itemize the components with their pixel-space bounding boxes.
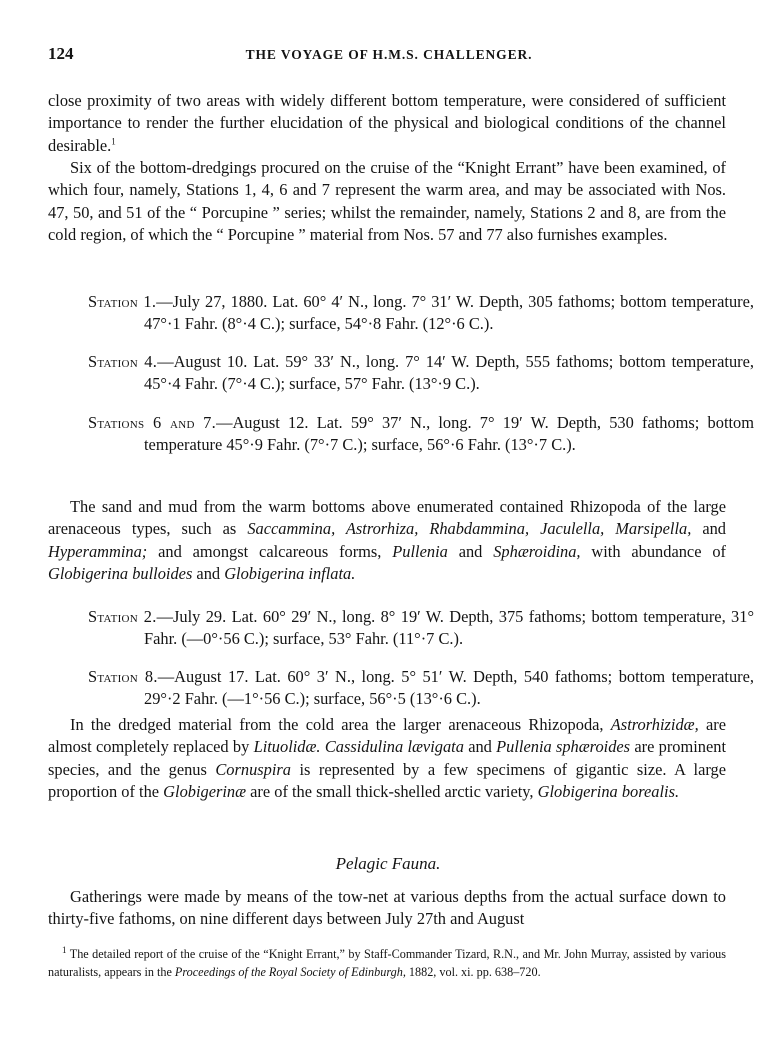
- paragraph-dredgings: [48, 157, 726, 246]
- text-run: with abundance of: [580, 541, 726, 561]
- genus-name: Globigerinæ: [163, 781, 247, 801]
- text-run: is represented by a few specimens of gigantic size. A large proportion of the: [48, 759, 727, 801]
- paragraph-text: close proximity of two areas with widely different bottom temperature, were considered of sufficient importance to render the further elucidation of the physical and biological conditions of the channel desirable.: [48, 91, 726, 155]
- station-details: —July 27, 1880. Lat. 60° 4′ N., long. 7° 31′ W. Depth, 305 fathoms; bottom temperature, 47°·1 Fahr. (8°·4 C.); surface, 54°·8 Fahr. (12°·6 C.).: [144, 292, 754, 334]
- text-run: The sand and mud from the warm bottoms above enumerated contained Rhizopoda of the large arenaceous types, such as: [48, 497, 726, 539]
- footnote-marker: 1: [62, 944, 67, 955]
- page-header: [48, 44, 730, 70]
- text-run: and: [192, 563, 225, 583]
- station-entry: [88, 351, 754, 396]
- footnote-text: The detailed report of the cruise of the “Knight Errant,” by Staff-Commander Tizard, R.N., and Mr. John Murray, assisted by various naturalists, appears in the: [48, 947, 726, 979]
- station-details: —August 17. Lat. 60° 3′ N., long. 5° 51′ W. Depth, 540 fathoms; bottom temperature, 29°·2 Fahr. (—1°·56 C.); surface, 56°·5 (13°·6 C.).: [144, 667, 755, 709]
- text-run: are almost completely replaced by: [48, 715, 726, 757]
- family-name: Lituolidæ.: [253, 737, 321, 757]
- running-title: THE VOYAGE OF H.M.S. CHALLENGER.: [245, 47, 533, 62]
- station-entry: [88, 291, 754, 336]
- paragraph-text: Six of the bottom-dredgings procured on the cruise of the “Knight Errant” have been examined, of which four, namely, Stations 1, 4, 6 and 7 represent the warm area, and may be associated with Nos. 47, 50, and 51 of the “ Porcupine ” series; whilst the remainder, namely, Stations 2 and 8, are from the cold region, of which the “ Porcupine ” material from Nos. 57 and 77 also furnishes examples.: [48, 158, 726, 244]
- footnote: [48, 946, 726, 981]
- family-name: Astrorhizidæ,: [610, 715, 699, 734]
- station-label: Station 1.: [88, 292, 157, 311]
- station-label: Station 8.: [88, 667, 158, 686]
- text-run: are of the small thick-shelled arctic variety,: [246, 781, 538, 801]
- station-label: Station 2.: [88, 607, 157, 626]
- station-details: —August 12. Lat. 59° 37′ N., long. 7° 19′ W. Depth, 530 fathoms; bottom temperature 45°·9 Fahr. (7°·7 C.); surface, 56°·6 Fahr. (13°·7 C.).: [144, 413, 755, 455]
- text-run: and: [463, 737, 497, 757]
- species-name: Globigerina borealis.: [537, 781, 680, 801]
- genus-name: Hyperammina;: [48, 541, 148, 561]
- page-number: 124: [48, 44, 74, 63]
- paragraph-text: Gatherings were made by means of the tow-net at various depths from the actual surface down to thirty-five fathoms, on nine different days between July 27th and August: [48, 887, 726, 929]
- genus-name: Sphæroidina,: [493, 541, 581, 561]
- station-entry: [88, 666, 754, 711]
- text-run: are prominent species, and the genus: [48, 737, 727, 779]
- journal-title: Proceedings of the Royal Society of Edinburgh,: [174, 964, 406, 979]
- species-name: Globigerina inflata.: [224, 563, 356, 583]
- footnote-reference: 1: [111, 136, 116, 147]
- station-entry: [88, 412, 754, 457]
- paragraph-cold-fauna: [48, 714, 726, 803]
- station-details: —July 29. Lat. 60° 29′ N., long. 8° 19′ W. Depth, 375 fathoms; bottom temperature, 31° Fahr. (—0°·56 C.); surface, 53° Fahr. (11°·7 C.).: [144, 607, 754, 649]
- species-name: Globigerina bulloides: [48, 563, 193, 583]
- text-run: In the dredged material from the cold area the larger arenaceous Rhizopoda,: [70, 715, 611, 734]
- text-run: and amongst calcareous forms,: [147, 541, 393, 561]
- paragraph-pelagic: [48, 886, 726, 931]
- species-name: Cassidulina lævigata: [324, 737, 464, 757]
- species-name: Pullenia sphæroides: [496, 737, 631, 757]
- section-heading: Pelagic Fauna.: [335, 854, 441, 873]
- paragraph-continued: [48, 90, 726, 157]
- paragraph-warm-fauna: [48, 496, 726, 585]
- station-details: —August 10. Lat. 59° 33′ N., long. 7° 14′ W. Depth, 555 fathoms; bottom temperature, 45°·4 Fahr. (7°·4 C.); surface, 57° Fahr. (13°·9 C.).: [144, 352, 754, 394]
- genus-name: Cornuspira: [215, 759, 291, 779]
- text-run: and: [691, 519, 727, 539]
- text-run: and: [447, 541, 494, 561]
- station-label: Station 4.: [88, 352, 158, 371]
- station-entry: [88, 606, 754, 651]
- station-label: Stations 6 and 7.: [88, 413, 217, 432]
- genus-name: Saccammina, Astrorhiza, Rhabdammina, Jaculella, Marsipella,: [247, 519, 692, 539]
- footnote-text: 1882, vol. xi. pp. 638–720.: [405, 964, 541, 979]
- genus-name: Pullenia: [392, 541, 448, 561]
